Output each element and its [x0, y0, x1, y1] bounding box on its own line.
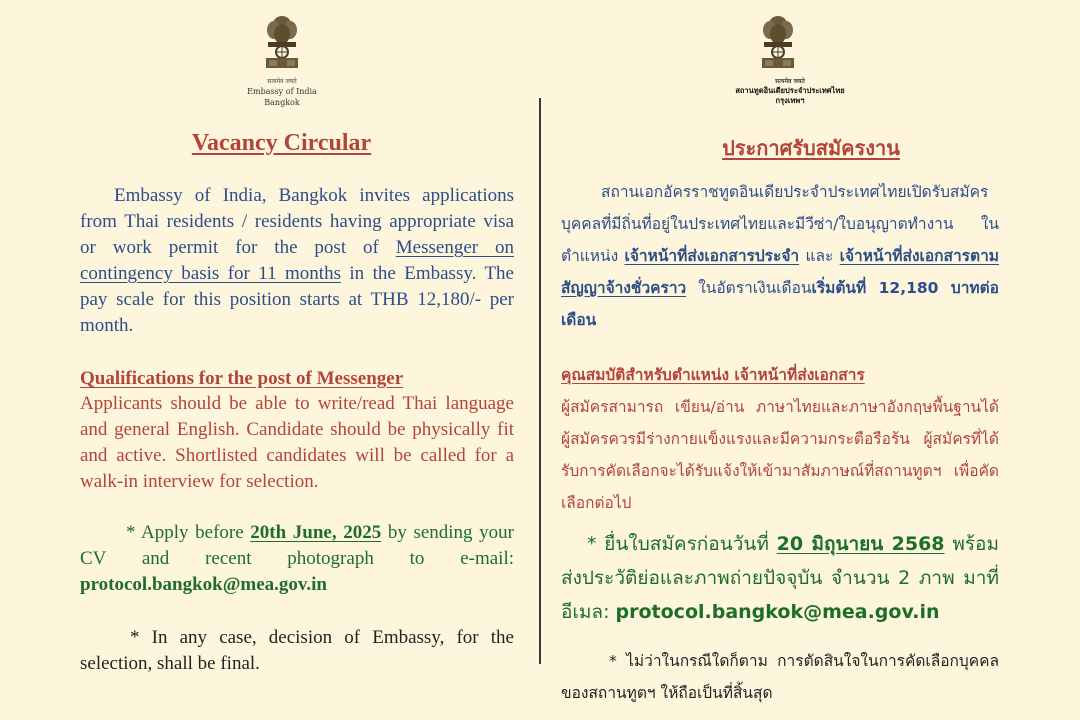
column-divider	[539, 98, 541, 664]
qualifications-text-en: Applicants should be able to write/read Thai language and general English. Candidate should be physically fit and active. Shortlisted candidates will be called for a walk-in interview for selection.	[80, 393, 514, 492]
apply-paragraph-th	[561, 527, 999, 629]
qualifications-text-th: ผู้สมัครสามารถ เขียน/อ่าน ภาษาไทยและภาษาอังกฤษพื้นฐานได้ ผู้สมัครควรมีร่างกายแข็งแรงและมีความกระตือรือร้น ผู้สมัครที่ได้รับการคัดเลือกจะได้รับแจ้งให้เข้ามาสัมภาษณ์ที่สถานทูตฯ เพื่อคัดเลือกต่อไป	[561, 398, 999, 512]
intro-text-th: สถานเอกอัครราชทูตอินเดียประจำประเทศไทยเปิดรับสมัครบุคคลที่มีถิ่นที่อยู่ในประเทศไทยและมีวีซ่า/ใบอนุญาตทำงาน ในตำแหน่ง	[561, 183, 999, 265]
embassy-name-th: สถานทูตอินเดียประจำประเทศไทย	[735, 86, 845, 95]
final-note-th: * ไม่ว่าในกรณีใดก็ตาม การตัดสินใจในการคัดเลือกบุคคลของสถานทูตฯ ให้ถือเป็นที่สิ้นสุด	[561, 652, 999, 702]
deadline-date-th: 20 มิถุนายน 2568	[776, 533, 945, 555]
motto-text: सत्यमेव जयते	[267, 78, 297, 85]
post-name-link: Messenger on contingency basis for 11 months	[80, 237, 514, 284]
post-name-2: เจ้าหน้าที่ส่งเอกสารตามสัญญาจ้างชั่วคราว	[561, 247, 999, 297]
apply-paragraph-en	[80, 520, 514, 598]
apply-text: * Apply before	[126, 522, 251, 543]
embassy-city: Bangkok	[264, 98, 300, 107]
apply-text-tail: by sending your CV and recent photograph to e-mail:	[80, 522, 514, 569]
intro-text: Embassy of India, Bangkok invites applications from Thai residents / residents having appropriate visa or work permit for the post of	[80, 185, 514, 258]
and-text: และ	[799, 247, 840, 265]
embassy-header-en	[200, 78, 364, 108]
national-emblem-icon	[262, 14, 302, 74]
motto-text: सत्यमेव जयते	[775, 78, 805, 85]
vacancy-title-en: Vacancy Circular	[191, 130, 372, 156]
intro-paragraph-th	[561, 176, 999, 336]
embassy-header-th	[690, 78, 890, 106]
apply-text-tail-th: พร้อมส่งประวัติย่อและภาพถ่ายปัจจุบัน จำนวน 2 ภาพ มาที่อีเมล:	[561, 533, 999, 623]
post-name-1: เจ้าหน้าที่ส่งเอกสารประจำ	[624, 247, 800, 265]
intro-paragraph-en	[80, 183, 514, 339]
deadline-date: 20th June, 2025	[250, 522, 382, 543]
salary-value: เริ่มต้นที่ 12,180 บาทต่อเดือน	[561, 279, 999, 329]
intro-text-tail: in the Embassy. The pay scale for this position starts at THB 12,180/- per month.	[80, 263, 514, 336]
email-address-th[interactable]: protocol.bangkok@mea.gov.in	[615, 601, 940, 623]
vacancy-title-th: ประกาศรับสมัครงาน	[722, 136, 900, 160]
qualifications-heading-en: Qualifications for the post of Messenger	[80, 368, 404, 389]
apply-text-th: * ยื่นใบสมัครก่อนวันที่	[587, 533, 777, 555]
national-emblem-icon	[758, 14, 798, 74]
salary-intro: ในอัตราเงินเดือน	[686, 279, 812, 297]
embassy-name: Embassy of India	[247, 87, 317, 96]
email-address[interactable]: protocol.bangkok@mea.gov.in	[80, 574, 327, 595]
qualifications-heading-th: คุณสมบัติสำหรับตำแหน่ง เจ้าหน้าที่ส่งเอกสาร	[561, 366, 865, 384]
embassy-city-th: กรุงเทพฯ	[775, 96, 805, 105]
final-note-en: * In any case, decision of Embassy, for the selection, shall be final.	[80, 627, 514, 674]
